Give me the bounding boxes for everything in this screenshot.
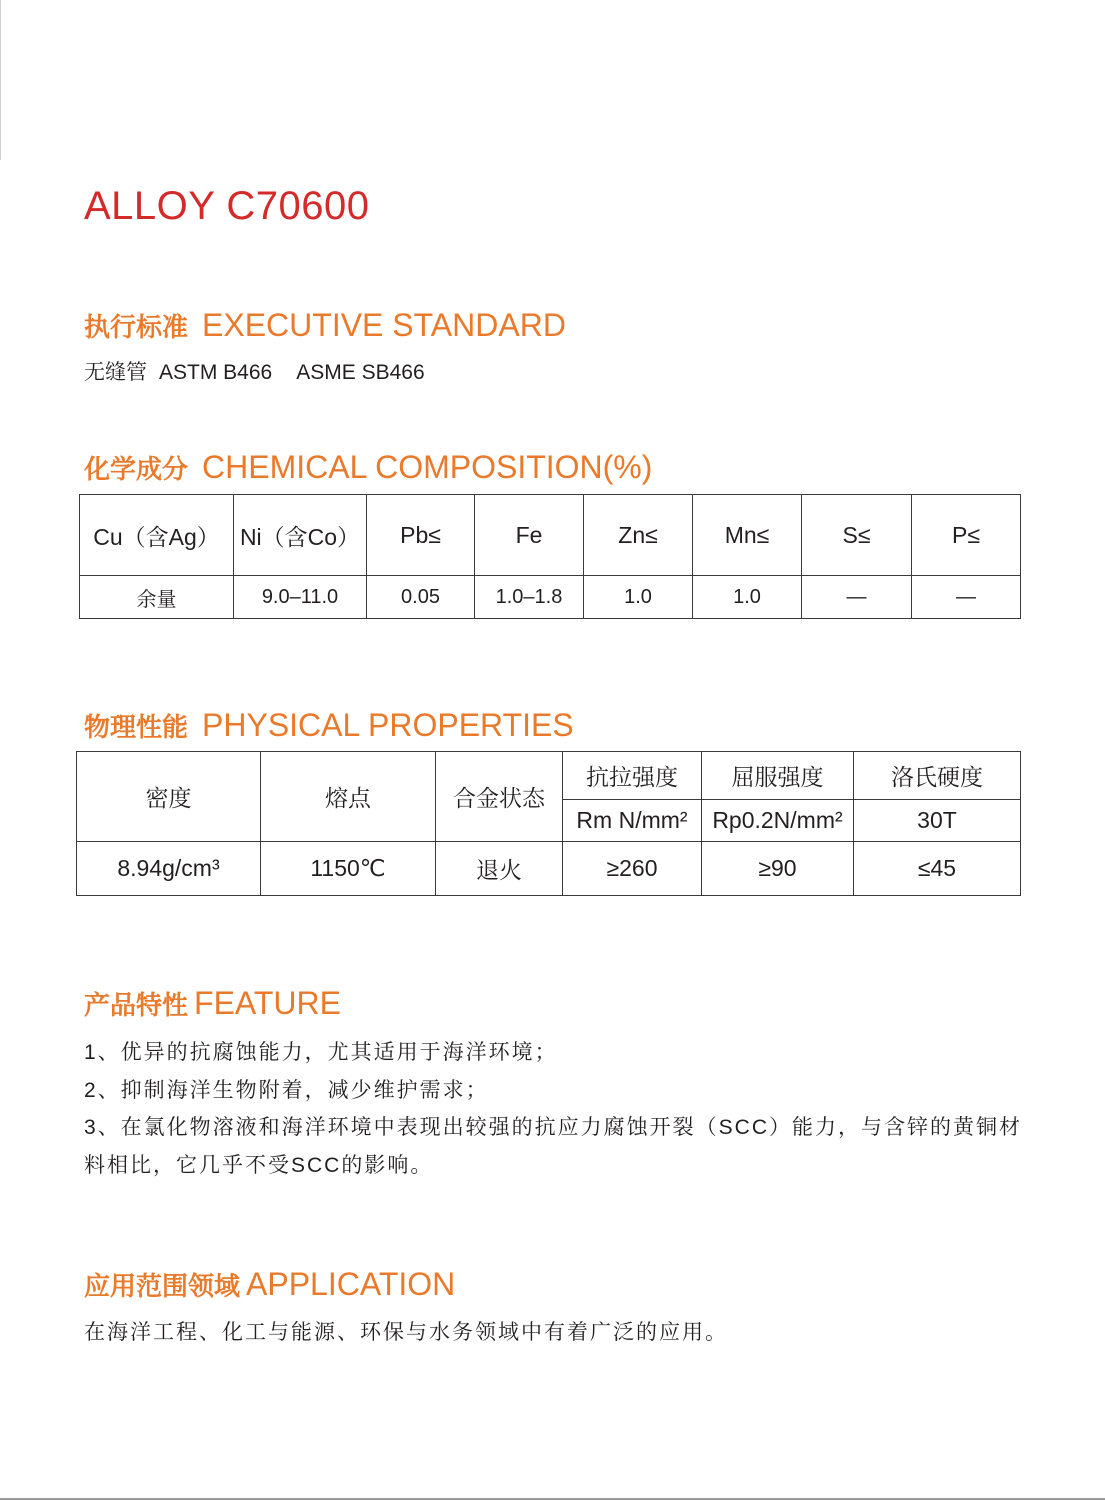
application-heading-en: APPLICATION — [246, 1266, 456, 1302]
list-item: 3、在氯化物溶液和海洋环境中表现出较强的抗应力腐蚀开裂（SCC）能力，与含锌的黄铜材料相比，它几乎不受SCC的影响。 — [84, 1116, 1023, 1177]
value-cell: 8.94g/cm³ — [77, 842, 261, 896]
standard-line — [84, 356, 437, 386]
standard-heading-en: EXECUTIVE STANDARD — [202, 307, 566, 343]
table-header-row — [80, 495, 1021, 576]
value-cell: 1.0 — [584, 576, 693, 619]
value-cell: — — [912, 576, 1021, 619]
header-cell: Zn≤ — [584, 495, 693, 576]
value-cell: 1.0–1.8 — [475, 576, 584, 619]
standard-astm: ASTM B466 — [159, 361, 273, 384]
standard-heading — [84, 307, 566, 344]
table-row — [77, 842, 1021, 896]
value-cell: — — [802, 576, 912, 619]
chemical-composition-table — [79, 494, 1021, 619]
list-item: 1、优异的抗腐蚀能力，尤其适用于海洋环境； — [84, 1041, 558, 1064]
value-cell: ≥260 — [563, 842, 702, 896]
header-cell: P≤ — [912, 495, 1021, 576]
header-cell: Mn≤ — [693, 495, 802, 576]
chemical-heading-en: CHEMICAL COMPOSITION(%) — [202, 449, 653, 485]
application-heading — [84, 1266, 455, 1303]
physical-heading — [84, 707, 574, 744]
physical-heading-cn: 物理性能 — [84, 712, 189, 742]
value-cell: ≥90 — [702, 842, 854, 896]
physical-properties-table — [76, 751, 1021, 896]
header-cell: Fe — [475, 495, 584, 576]
unit-cell: 30T — [854, 800, 1021, 842]
unit-cell: Rp0.2N/mm² — [702, 800, 854, 842]
value-cell: 9.0–11.0 — [234, 576, 367, 619]
table-row — [80, 576, 1021, 619]
header-cell: Cu（含Ag） — [80, 495, 234, 576]
feature-heading-en: FEATURE — [194, 985, 341, 1021]
list-item: 2、抑制海洋生物附着，减少维护需求； — [84, 1078, 489, 1102]
header-cell: Pb≤ — [367, 495, 475, 576]
standard-asme: ASME SB466 — [296, 361, 425, 384]
standard-product: 无缝管 — [84, 361, 147, 384]
value-cell: 1150℃ — [261, 842, 436, 896]
chemical-heading — [84, 449, 652, 486]
table-header-row — [77, 752, 1021, 800]
value-cell: 余量 — [80, 576, 234, 619]
unit-cell: Rm N/mm² — [563, 800, 702, 842]
header-cell: 熔点 — [261, 752, 436, 842]
application-heading-cn: 应用范围领域 — [84, 1271, 241, 1301]
feature-heading — [84, 985, 341, 1022]
feature-heading-cn: 产品特性 — [84, 990, 189, 1020]
header-cell: 抗拉强度 — [563, 752, 702, 800]
header-cell: S≤ — [802, 495, 912, 576]
header-cell: 洛氏硬度 — [854, 752, 1021, 800]
header-cell: 密度 — [77, 752, 261, 842]
value-cell: 退火 — [436, 842, 563, 896]
value-cell: 0.05 — [367, 576, 475, 619]
left-edge-line — [0, 0, 1, 160]
value-cell: 1.0 — [693, 576, 802, 619]
header-cell: 屈服强度 — [702, 752, 854, 800]
chemical-heading-cn: 化学成分 — [84, 454, 189, 484]
physical-heading-en: PHYSICAL PROPERTIES — [202, 707, 574, 743]
header-cell: Ni（含Co） — [234, 495, 367, 576]
application-text: 在海洋工程、化工与能源、环保与水务领域中有着广泛的应用。 — [84, 1321, 728, 1344]
standard-heading-cn: 执行标准 — [84, 312, 189, 342]
feature-list — [84, 1034, 1044, 1184]
header-cell: 合金状态 — [436, 752, 563, 842]
value-cell: ≤45 — [854, 842, 1021, 896]
page-title: ALLOY C70600 — [84, 184, 370, 228]
